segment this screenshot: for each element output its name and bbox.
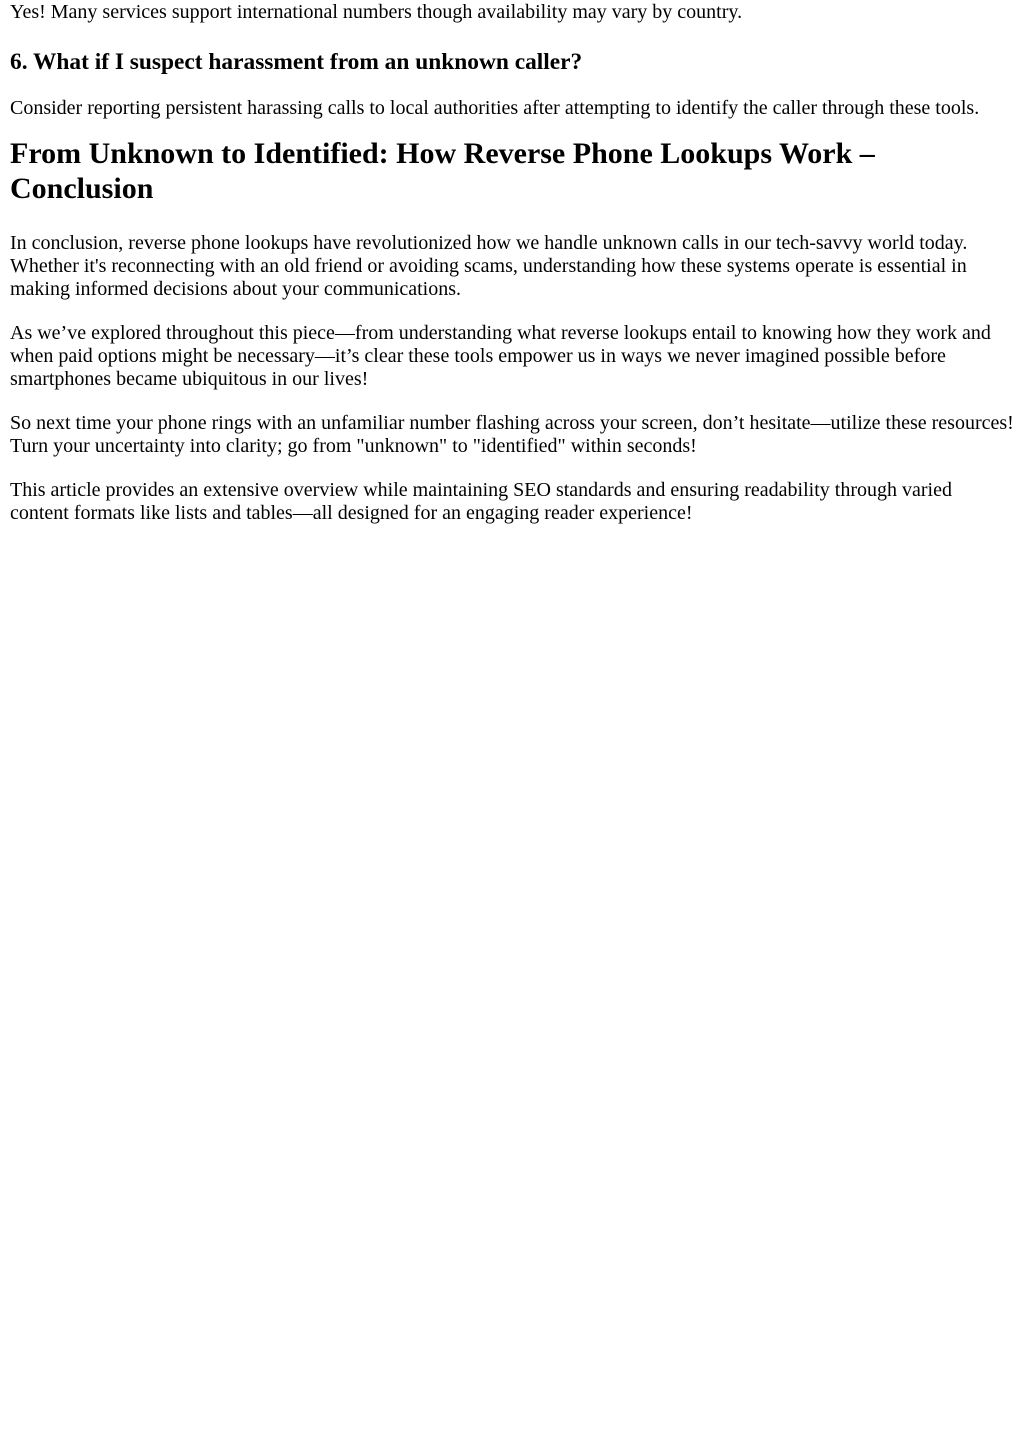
faq-answer-5: Yes! Many services support international numbers though availability may vary by country.	[10, 1, 743, 23]
conclusion-paragraph: In conclusion, reverse phone lookups have revolutionized how we handle unknown calls in our tech-savvy world today. Whether it's reconnecting with an old friend or avoiding scams, understanding how these systems operate is essential in making informed decisions about your communications.	[10, 232, 968, 300]
conclusion-heading: From Unknown to Identified: How Reverse Phone Lookups Work – Conclusion	[10, 137, 875, 205]
conclusion-paragraph: So next time your phone rings with an unfamiliar number flashing across your screen, don’t hesitate—utilize these resources! Turn your uncertainty into clarity; go from "unknown" to "identified" within seconds!	[10, 412, 1014, 457]
faq-answer-6: Consider reporting persistent harassing calls to local authorities after attempting to identify the caller through these tools.	[10, 97, 980, 119]
article-body	[0, 0, 1024, 525]
faq-question-6: 6. What if I suspect harassment from an unknown caller?	[10, 49, 583, 75]
conclusion-paragraph: This article provides an extensive overview while maintaining SEO standards and ensuring readability through varied content formats like lists and tables—all designed for an engaging reader experience!	[10, 479, 952, 524]
conclusion-paragraph: As we’ve explored throughout this piece—from understanding what reverse lookups entail to knowing how they work and when paid options might be necessary—it’s clear these tools empower us in ways we never imagined possible before smartphones became ubiquitous in our lives!	[10, 322, 991, 390]
